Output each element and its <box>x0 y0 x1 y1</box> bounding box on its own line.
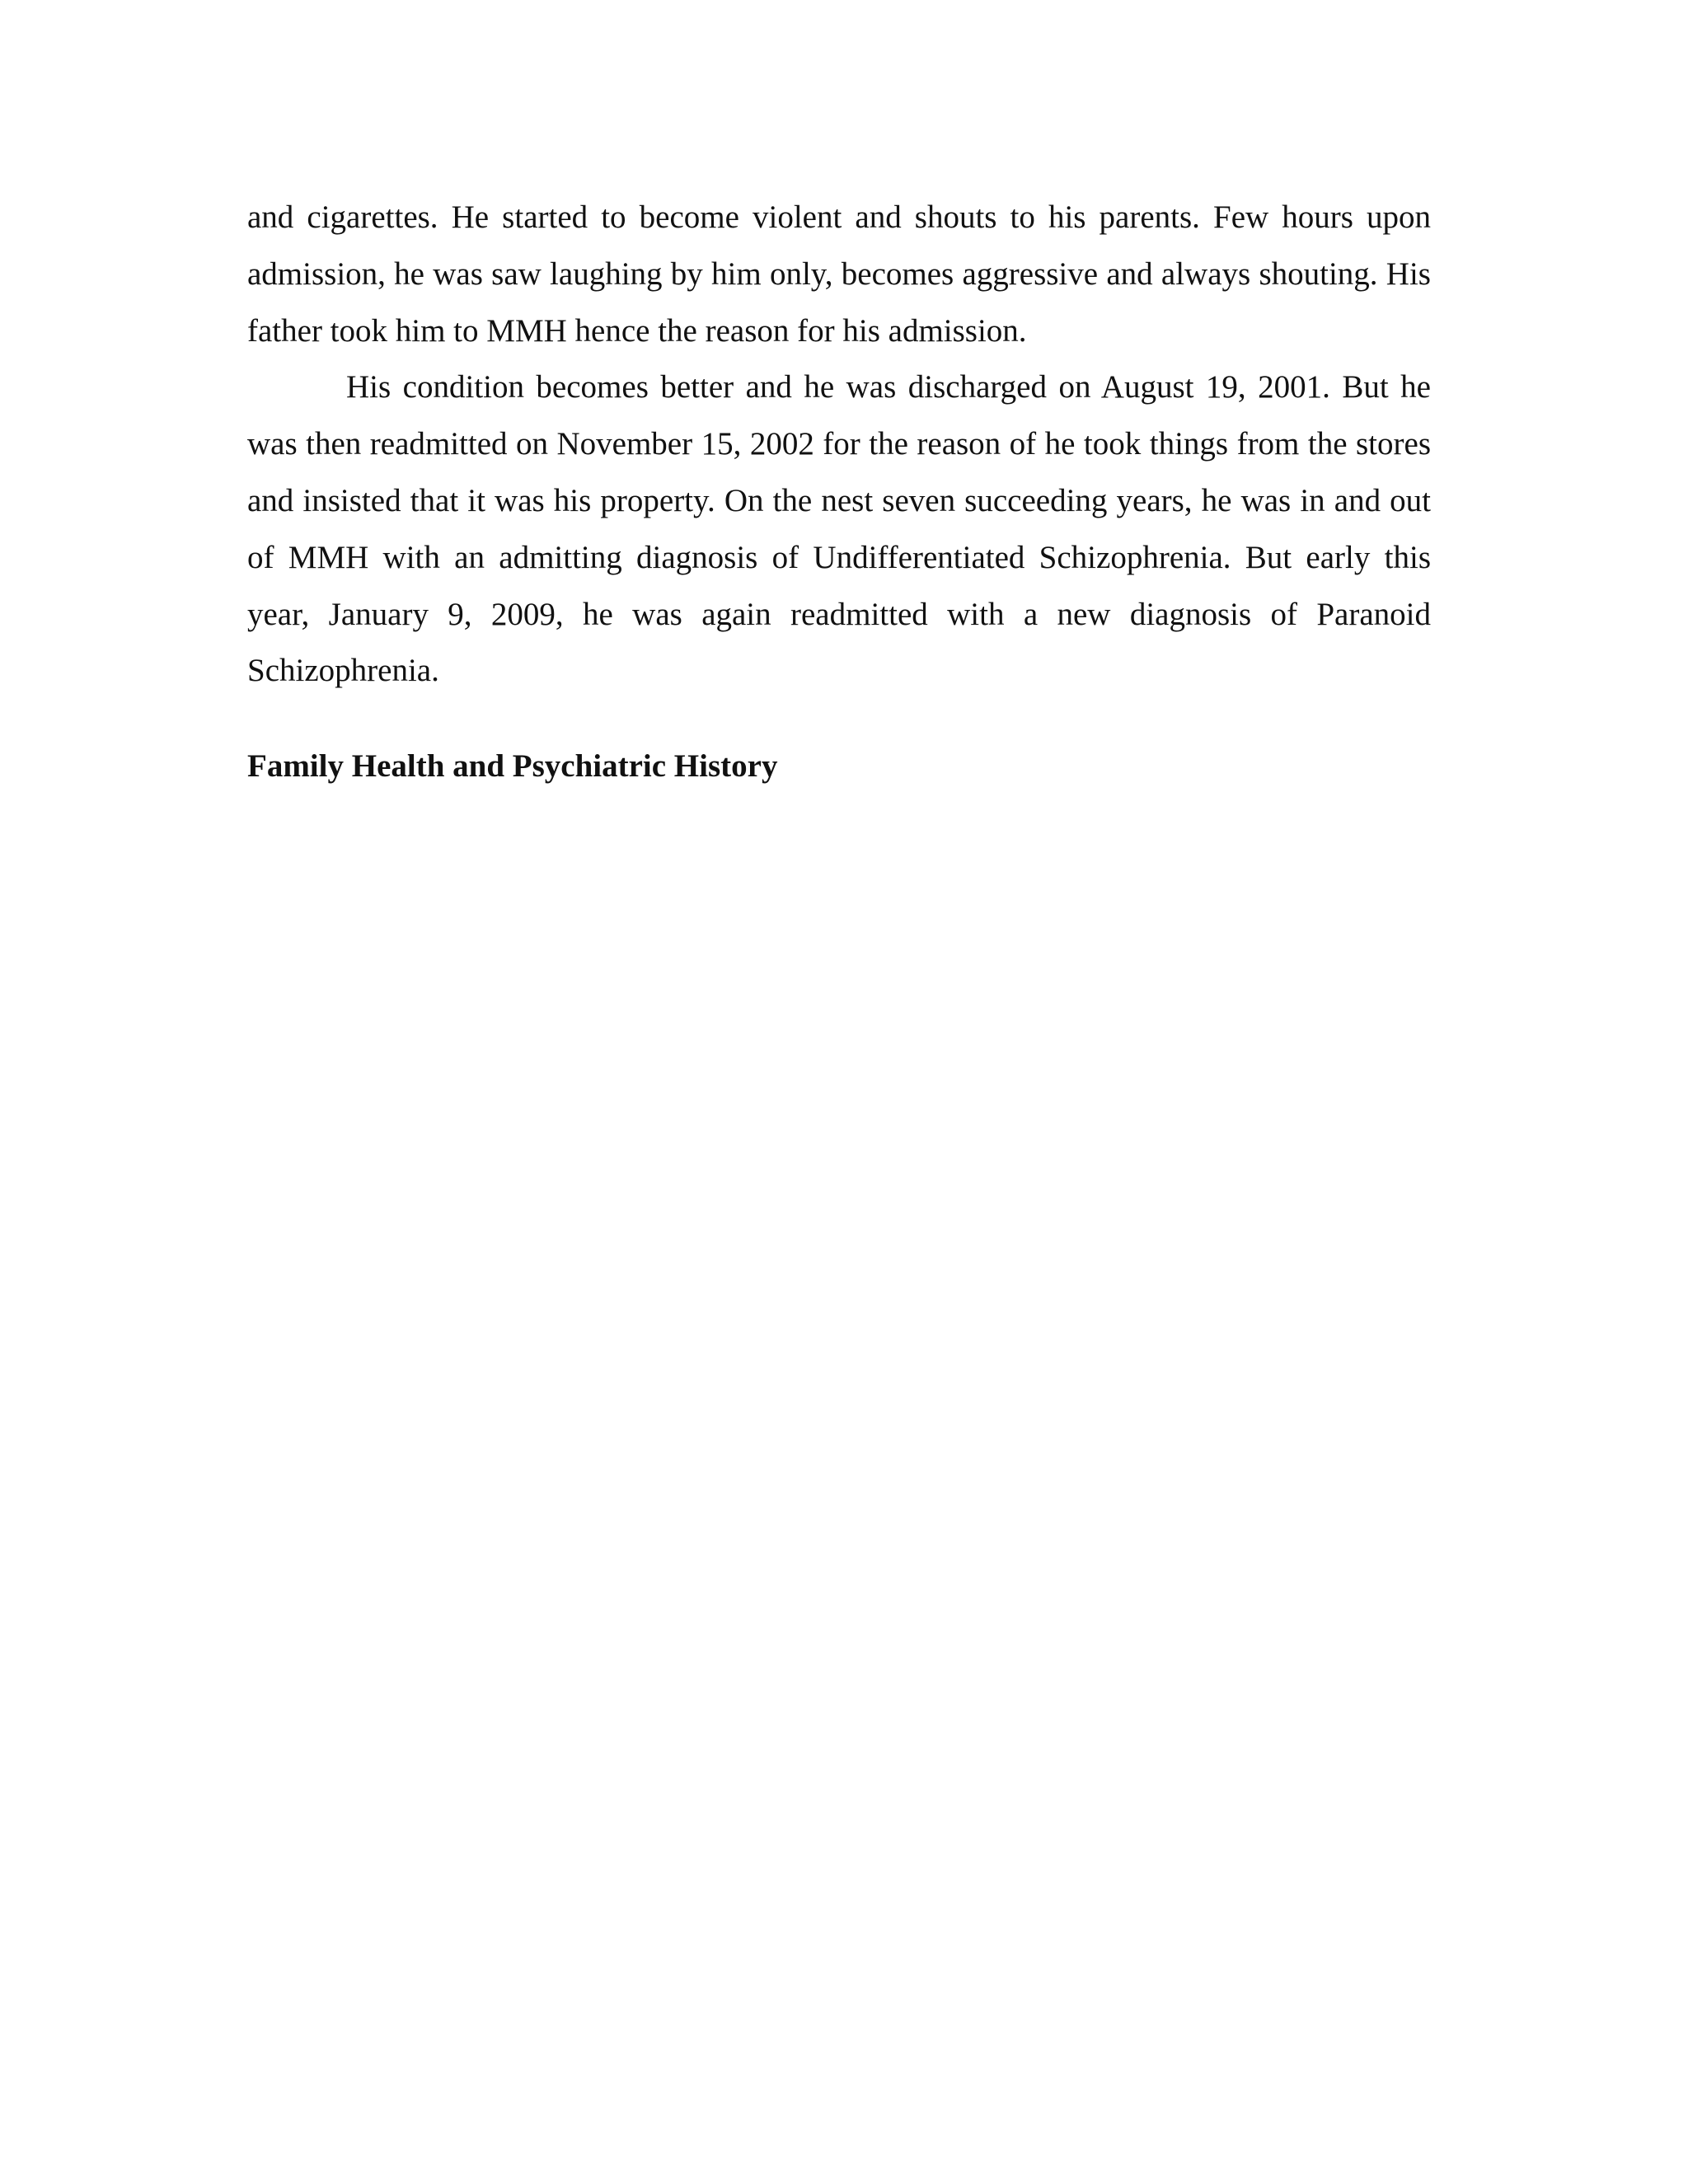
paragraph-discharge-history: His condition becomes better and he was discharged on August 19, 2001. But he was then readmitted on November 15, 2002 for the reason of he took things from the stores and insisted that it was his property. On the nest seven succeeding years, he was in and out of MMH with an admitting diagnosis of Undifferentiated Schizophrenia. But early this year, January 9, 2009, he was again readmitted with a new diagnosis of Paranoid Schizophrenia. <box>247 369 1431 689</box>
section-heading: Family Health and Psychiatric History <box>247 748 778 784</box>
paragraph-continuation: and cigarettes. He started to become violent and shouts to his parents. Few hours upon admission, he was saw laughing by him only, becomes aggressive and always shouting. His father took him to MMH hence the reason for his admission. <box>247 199 1431 349</box>
body-text <box>247 190 1431 700</box>
